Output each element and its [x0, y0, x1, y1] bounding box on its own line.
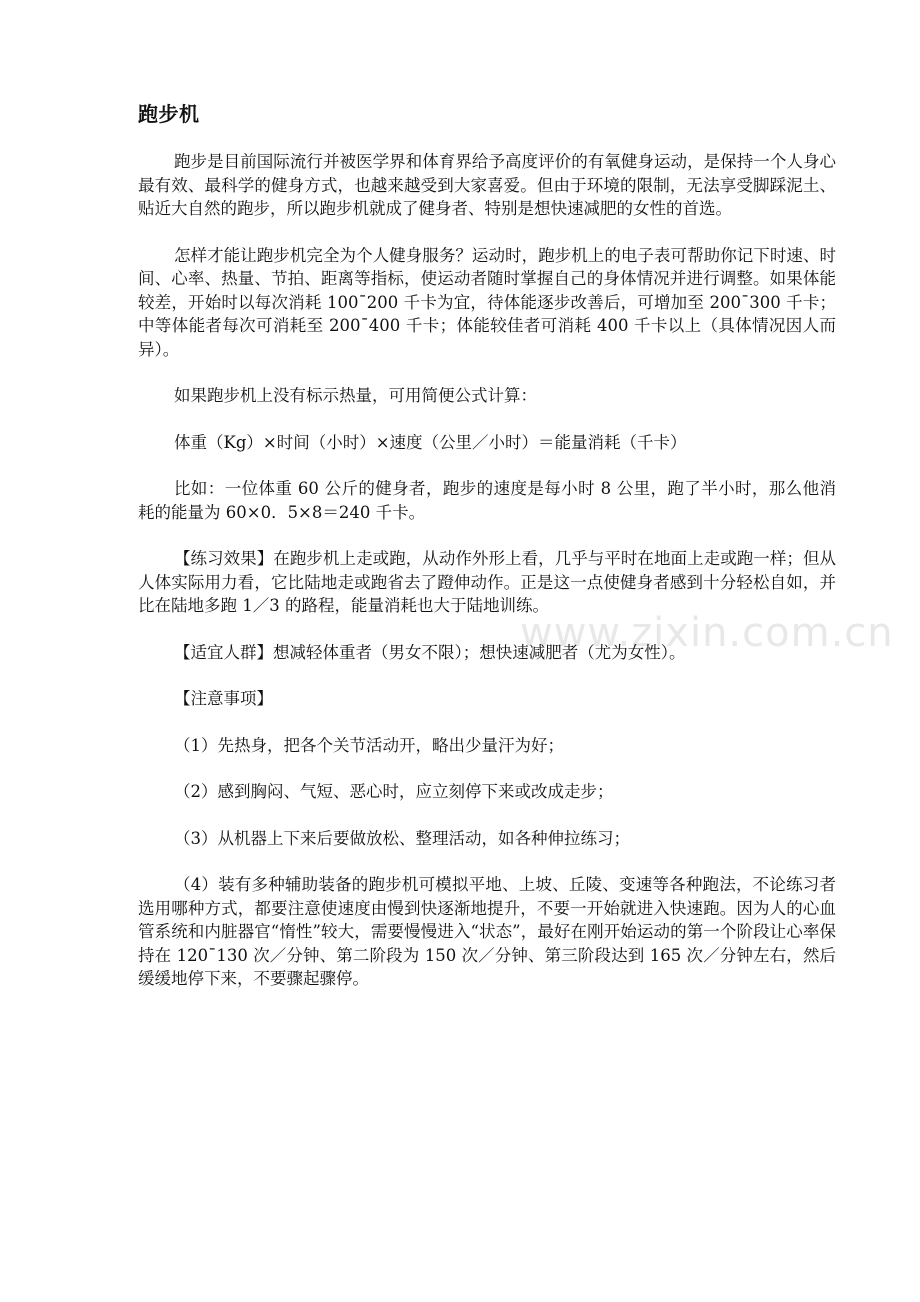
paragraph-usage: 怎样才能让跑步机完全为个人健身服务？运动时，跑步机上的电子表可帮助你记下时速、时间、心率、热量、节拍、距离等指标，使运动者随时掌握自己的身体情况并进行调整。如果体能较差，开始时以每次消耗 100¯200 千卡为宜，待体能逐步改善后，可增加至 200¯300 千卡；中等体能者每次可消耗至 200¯400 千卡；体能较佳者可消耗 400 千卡以上（具体情况因人而异）。	[138, 245, 836, 359]
paragraph-note-1: （1）先热身，把各个关节活动开，略出少量汗为好；	[174, 735, 564, 755]
paragraph-audience: 【适宜人群】想减轻体重者（男女不限）；想快速减肥者（尤为女性）。	[174, 642, 686, 662]
paragraph-note-3: （3）从机器上下来后要做放松、整理活动，如各种伸拉练习；	[174, 828, 630, 848]
watermark: www.zixin.com.cn	[520, 610, 894, 656]
paragraph-note-2: （2）感到胸闷、气短、恶心时，应立刻停下来或改成走步；	[174, 782, 614, 801]
paragraph-effect: 【练习效果】在跑步机上走或跑，从动作外形上看，几乎与平时在地面上走或跑一样；但从人体实际用力看，它比陆地走或跑省去了蹬伸动作。正是这一点使健身者感到十分轻松自如，并比在陆地多跑 1／3 的路程，能量消耗也大于陆地训练。	[138, 549, 836, 615]
paragraph-example: 比如：一位体重 60 公斤的健身者，跑步的速度是每小时 8 公里，跑了半小时，那么他消耗的能量为 60×0．5×8＝240 千卡。	[138, 479, 836, 522]
paragraph-formula-intro: 如果跑步机上没有标示热量，可用简便公式计算：	[174, 386, 537, 405]
paragraph-intro: 跑步是目前国际流行并被医学界和体育界给予高度评价的有氧健身运动，是保持一个人身心最有效、最科学的健身方式，也越来越受到大家喜爱。但由于环境的限制，无法享受脚踩泥土、贴近大自然的跑步，所以跑步机就成了健身者、特别是想快速减肥的女性的首选。	[138, 152, 836, 218]
paragraph-formula: 体重（Kg）×时间（小时）×速度（公里／小时）＝能量消耗（千卡）	[174, 432, 687, 452]
paragraph-notes-heading: 【注意事项】	[174, 689, 273, 708]
paragraph-note-4: （4）装有多种辅助装备的跑步机可模拟平地、上坡、丘陵、变速等各种跑法，不论练习者选用哪种方式，都要注意使速度由慢到快逐渐地提升，不要一开始就进入快速跑。因为人的心血管系统和内脏器官“惰性”较大，需要慢慢进入“状态”，最好在刚开始运动的第一个阶段让心率保持在 120¯130 次／分钟、第二阶段为 150 次／分钟、第三阶段达到 165 次／分钟左右，然后缓缓地停下来，不要骤起骤停。	[138, 875, 836, 988]
document-page	[138, 96, 836, 991]
document-title: 跑步机	[138, 102, 200, 126]
